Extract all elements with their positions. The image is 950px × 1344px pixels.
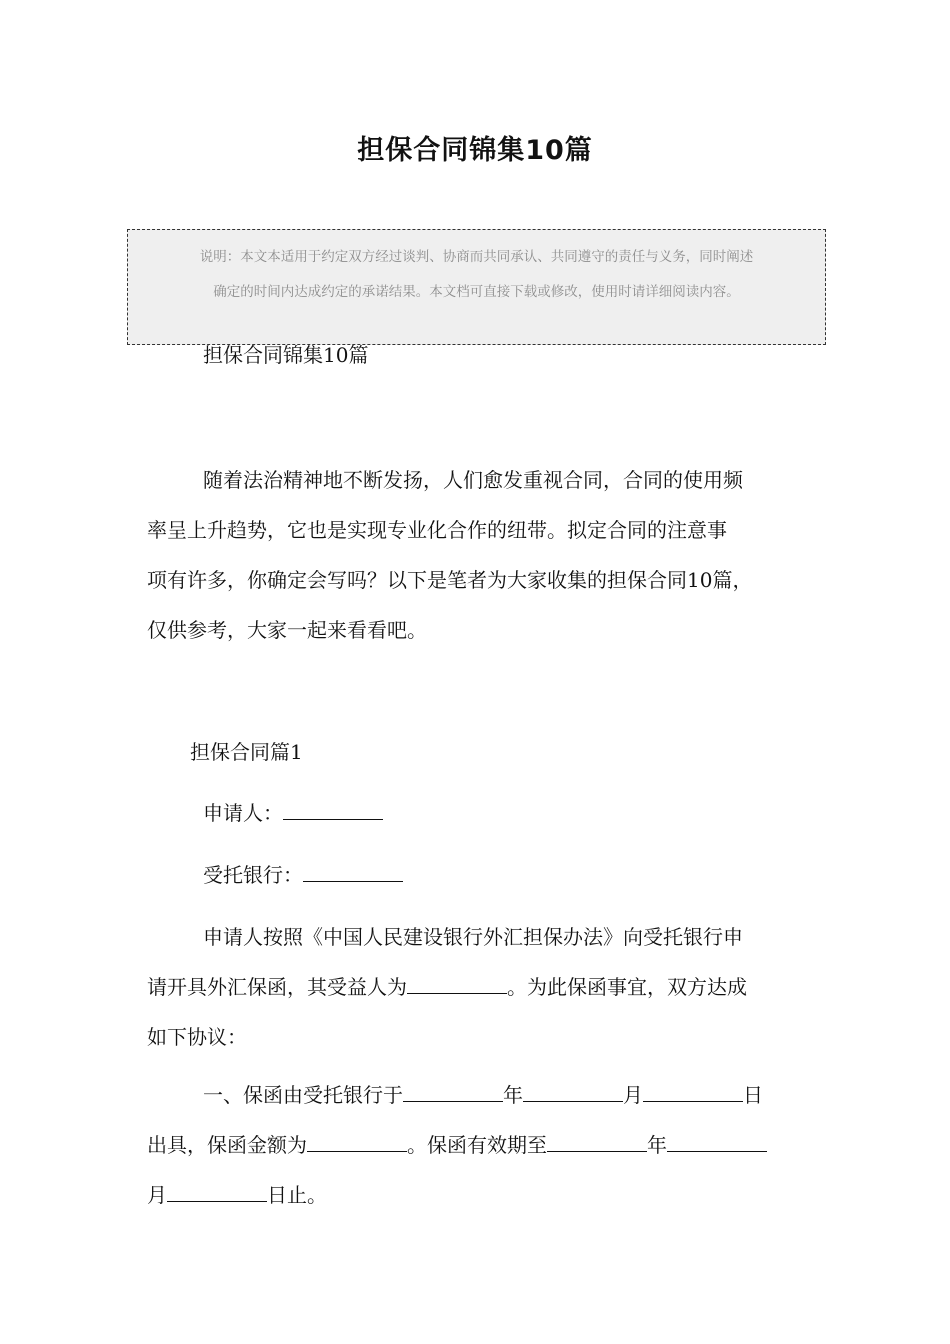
issue-year-blank [403, 1079, 503, 1102]
intro-line-4: 仅供参考，大家一起来看看吧。 [147, 618, 427, 642]
para1-line-1: 申请人按照《中国人民建设银行外汇担保办法》向受托银行申 [203, 925, 743, 949]
clause1-line-2a: 出具，保函金额为 [147, 1133, 307, 1157]
bank-label: 受托银行： [203, 863, 303, 887]
expiry-month-blank [667, 1129, 767, 1152]
intro-line-2: 率呈上升趋势，它也是实现专业化合作的纽带。拟定合同的注意事 [147, 518, 727, 542]
notice-line-1: 说明：本文本适用于约定双方经过谈判、协商而共同承认、共同遵守的责任与义务，同时阐述 [199, 249, 754, 265]
para1-line-2b: 。为此保函事宜，双方达成 [507, 975, 747, 999]
notice-line-2: 确定的时间内达成约定的承诺结果。本文档可直接下载或修改，使用时请详细阅读内容。 [213, 284, 740, 300]
day-label: 日 [743, 1083, 763, 1107]
applicant-label: 申请人： [203, 801, 283, 825]
intro-line-3: 项有许多，你确定会写吗？以下是笔者为大家收集的担保合同10篇， [147, 568, 753, 592]
expiry-day-blank [167, 1179, 267, 1202]
clause1-line-3 [147, 1170, 327, 1221]
subtitle: 担保合同锦集10篇 [203, 343, 369, 367]
bank-line [203, 850, 403, 901]
clause1-line-1a: 一、保函由受托银行于 [203, 1083, 403, 1107]
para1-line-2 [147, 962, 747, 1013]
bank-blank [303, 859, 403, 882]
clause1-line-2b: 。保函有效期至 [407, 1133, 547, 1157]
para1-line-2a: 请开具外汇保函，其受益人为 [147, 975, 407, 999]
intro-line-1: 随着法治精神地不断发扬，人们愈发重视合同，合同的使用频 [203, 468, 743, 492]
applicant-blank [283, 797, 383, 820]
issue-day-blank [643, 1079, 743, 1102]
beneficiary-blank [407, 971, 507, 994]
year-label: 年 [503, 1083, 523, 1107]
notice-box [127, 229, 826, 345]
month-label: 月 [623, 1083, 643, 1107]
clause1-line-3-end: 日止。 [267, 1183, 327, 1207]
amount-blank [307, 1129, 407, 1152]
expiry-month-label: 月 [147, 1183, 167, 1207]
applicant-line [203, 788, 383, 839]
section-heading: 担保合同篇1 [190, 740, 303, 764]
para1-line-3: 如下协议： [147, 1025, 247, 1049]
document-title: 担保合同锦集10篇 [357, 135, 593, 166]
clause1-line-2 [147, 1120, 767, 1171]
clause1-line-1 [203, 1070, 763, 1121]
expiry-year-blank [547, 1129, 647, 1152]
expiry-year-label: 年 [647, 1133, 667, 1157]
issue-month-blank [523, 1079, 623, 1102]
